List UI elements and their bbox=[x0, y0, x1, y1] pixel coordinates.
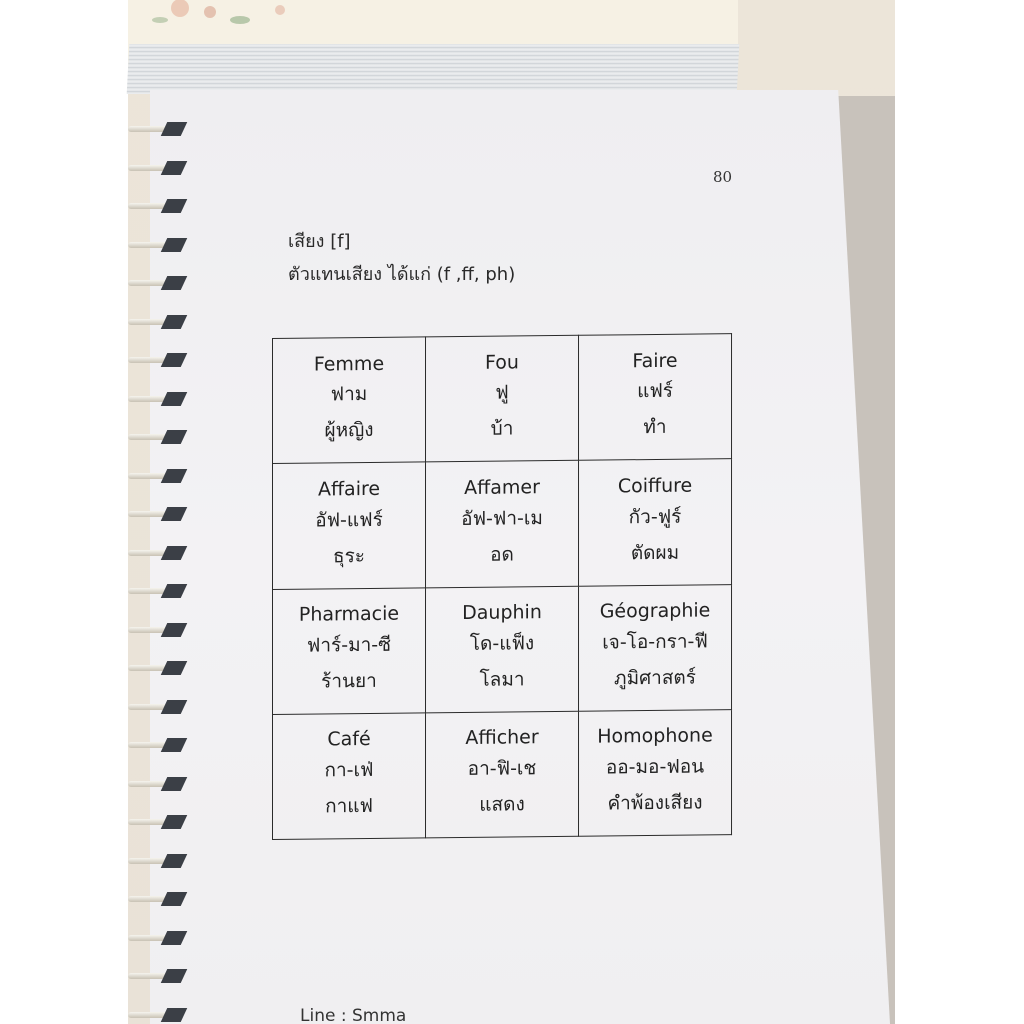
coil-hole bbox=[161, 507, 188, 521]
coil-hole bbox=[161, 969, 188, 983]
table-row bbox=[273, 459, 732, 589]
word-cell bbox=[273, 337, 426, 464]
spiral-coil bbox=[128, 969, 186, 983]
spiral-coil bbox=[128, 1008, 186, 1022]
coil-hole bbox=[161, 931, 188, 945]
french-word: Fou bbox=[485, 351, 519, 374]
thai-meaning: บ้า bbox=[490, 417, 514, 441]
word-cell bbox=[579, 334, 732, 461]
spiral-coil bbox=[128, 199, 186, 213]
spiral-coil bbox=[128, 469, 186, 483]
french-word: Faire bbox=[632, 349, 678, 372]
page-number: 80 bbox=[713, 168, 733, 186]
thai-pronunciation: ฟาร์-มา-ซี bbox=[306, 633, 392, 657]
spiral-coil bbox=[128, 238, 186, 252]
spiral-coil bbox=[128, 353, 186, 367]
french-word: Pharmacie bbox=[298, 602, 400, 626]
coil-hole bbox=[161, 430, 188, 444]
french-word: Femme bbox=[313, 352, 385, 376]
table-row bbox=[273, 584, 732, 714]
coil-hole bbox=[161, 661, 188, 675]
spiral-coil bbox=[128, 854, 186, 868]
coil-hole bbox=[161, 122, 188, 136]
spiral-coil bbox=[128, 161, 186, 175]
spiral-coil bbox=[128, 430, 186, 444]
table-row bbox=[273, 334, 732, 464]
spiral-coil bbox=[128, 661, 186, 675]
french-word: Café bbox=[327, 728, 371, 751]
thai-meaning: คำพ้องเสียง bbox=[607, 791, 703, 815]
spiral-coil bbox=[128, 276, 186, 290]
coil-hole bbox=[161, 199, 188, 213]
top-book-page-edges bbox=[127, 44, 740, 94]
spiral-coil bbox=[128, 507, 186, 521]
french-word: Afficher bbox=[465, 726, 539, 750]
thai-pronunciation: อา-ฟิ-เช bbox=[467, 757, 537, 781]
letters-heading: ตัวแทนเสียง ได้แก่ (f ,ff, ph) bbox=[288, 264, 516, 285]
coil-hole bbox=[161, 238, 188, 252]
word-cell bbox=[273, 587, 426, 714]
right-margin bbox=[895, 0, 1024, 1024]
french-word: Affamer bbox=[464, 476, 540, 499]
coil-hole bbox=[161, 469, 188, 483]
spiral-coil bbox=[128, 738, 186, 752]
coil-hole bbox=[161, 815, 188, 829]
thai-meaning: กาแฟ bbox=[325, 795, 373, 818]
coil-hole bbox=[161, 700, 188, 714]
word-cell bbox=[426, 711, 579, 838]
footer-text: Line : Smma bbox=[300, 1006, 407, 1024]
thai-pronunciation: แฟร์ bbox=[637, 380, 673, 403]
word-cell bbox=[273, 462, 426, 589]
spiral-coil bbox=[128, 777, 186, 791]
thai-meaning: ผู้หญิง bbox=[324, 419, 374, 442]
spiral-coil bbox=[128, 584, 186, 598]
word-cell bbox=[579, 459, 732, 586]
coil-hole bbox=[161, 1008, 188, 1022]
thai-pronunciation: ฟู bbox=[495, 381, 509, 405]
thai-meaning: ทำ bbox=[643, 416, 667, 439]
vocabulary-table bbox=[272, 333, 732, 840]
word-cell bbox=[426, 461, 579, 588]
french-word: Géographie bbox=[599, 599, 711, 623]
thai-pronunciation: ออ-มอ-ฟอน bbox=[605, 755, 705, 779]
left-margin bbox=[0, 0, 128, 1024]
spiral-coil bbox=[128, 315, 186, 329]
thai-pronunciation: กา-เฟ่ bbox=[324, 759, 374, 782]
coil-hole bbox=[161, 584, 188, 598]
thai-meaning: ตัดผม bbox=[630, 541, 680, 564]
thai-meaning: แสดง bbox=[479, 793, 525, 817]
french-word: Dauphin bbox=[462, 601, 542, 625]
coil-hole bbox=[161, 546, 188, 560]
thai-pronunciation: อัฟ-แฟร์ bbox=[315, 508, 383, 532]
coil-hole bbox=[161, 777, 188, 791]
spiral-coil bbox=[128, 815, 186, 829]
thai-pronunciation: เจ-โอ-กรา-ฟี bbox=[602, 630, 708, 654]
thai-meaning: โลมา bbox=[479, 668, 525, 691]
spiral-coil bbox=[128, 892, 186, 906]
coil-hole bbox=[161, 392, 188, 406]
coil-hole bbox=[161, 738, 188, 752]
word-cell bbox=[579, 709, 732, 836]
french-word: Homophone bbox=[597, 724, 713, 749]
word-cell bbox=[579, 584, 732, 711]
french-word: Coiffure bbox=[617, 474, 693, 498]
table-row bbox=[273, 709, 732, 839]
thai-pronunciation: ฟาม bbox=[330, 383, 368, 406]
word-cell bbox=[426, 335, 579, 462]
thai-pronunciation: อัฟ-ฟา-เม bbox=[461, 506, 543, 530]
coil-hole bbox=[161, 276, 188, 290]
spiral-coil bbox=[128, 392, 186, 406]
spiral-coil bbox=[128, 623, 186, 637]
spiral-binding bbox=[128, 96, 192, 1024]
sound-heading: เสียง [f] bbox=[288, 231, 351, 252]
spiral-coil bbox=[128, 122, 186, 136]
thai-pronunciation: โด-แฟ็ง bbox=[469, 632, 535, 655]
coil-hole bbox=[161, 892, 188, 906]
spiral-coil bbox=[128, 546, 186, 560]
thai-meaning: ธุระ bbox=[332, 544, 366, 568]
coil-hole bbox=[161, 623, 188, 637]
thai-meaning: อด bbox=[490, 543, 514, 566]
coil-hole bbox=[161, 353, 188, 367]
french-word: Affaire bbox=[317, 477, 381, 501]
word-cell bbox=[273, 713, 426, 840]
coil-hole bbox=[161, 854, 188, 868]
thai-meaning: ภูมิศาสตร์ bbox=[614, 666, 696, 690]
word-cell bbox=[426, 586, 579, 713]
spiral-coil bbox=[128, 931, 186, 945]
floral-decoration bbox=[140, 0, 320, 36]
thai-meaning: ร้านยา bbox=[321, 669, 377, 693]
thai-pronunciation: กัว-ฟูร์ bbox=[628, 505, 682, 528]
spiral-coil bbox=[128, 700, 186, 714]
coil-hole bbox=[161, 315, 188, 329]
coil-hole bbox=[161, 161, 188, 175]
